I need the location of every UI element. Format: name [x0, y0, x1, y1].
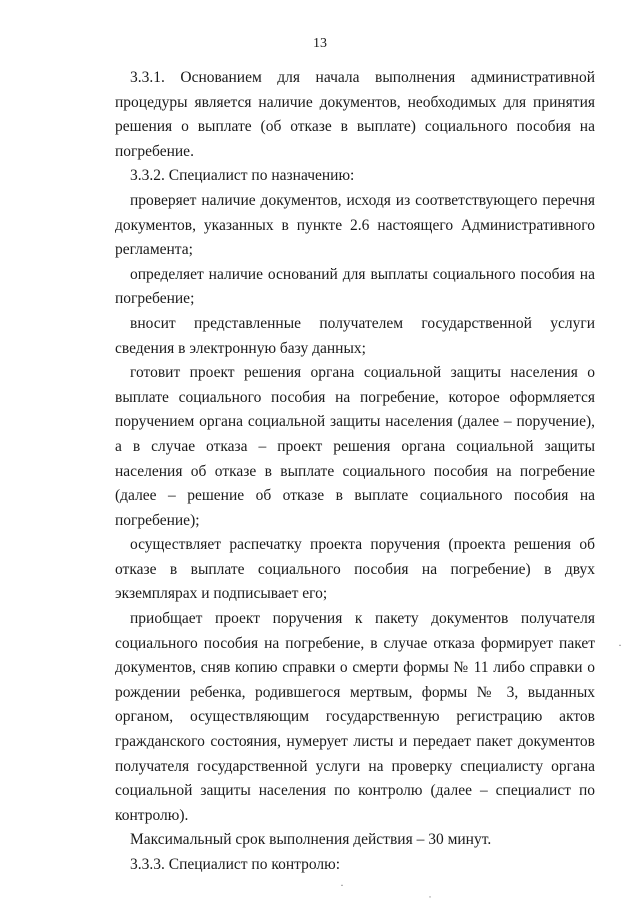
scan-speck: ˙: [428, 893, 432, 907]
paragraph-determine-grounds: определяет наличие оснований для выплаты социального пособия на погребение;: [115, 265, 595, 308]
paragraph-print-draft: осуществляет распечатку проекта поручения (проекта решения об отказе в выплате социального пособия на погребение) в двух экземплярах и подписывает его;: [115, 536, 595, 603]
paragraph-check-documents: проверяет наличие документов, исходя из соответствующего перечня документов, указанных в пункте 2.6 настоящего Административного регламента;: [115, 191, 595, 259]
paragraph-enter-data: вносит представленные получателем государственной услуги сведения в электронную базу данных;: [115, 314, 595, 357]
scan-speck: ·: [340, 878, 344, 892]
document-body: [115, 66, 595, 878]
paragraph-max-time: Максимальный срок выполнения действия – 30 минут.: [130, 831, 492, 849]
scan-speck: ·: [618, 638, 622, 652]
paragraph-3-3-2-heading: 3.3.2. Специалист по назначению:: [130, 167, 355, 185]
paragraph-3-3-3-heading: 3.3.3. Специалист по контролю:: [130, 856, 341, 873]
page-number: 13: [313, 36, 327, 51]
paragraph-prepare-draft: готовит проект решения органа социальной защиты населения о выплате социального пособия на погребение, которое оформляется поручением органа социальной защиты населения (далее – поручение), а в случае отказа – проект решения органа социальной защиты населения об отказе в выплате социального пособия на погребение (далее – решение об отказе в выплате социального пособия на погребение);: [115, 364, 595, 529]
paragraph-3-3-1: 3.3.1. Основанием для начала выполнения административной процедуры является наличие документов, необходимых для принятия решения о выплате (об отказе в выплате) социального пособия на погребение.: [115, 69, 595, 160]
paragraph-attach-draft: приобщает проект поручения к пакету документов получателя социального пособия на погребение, в случае отказа формирует пакет документов, сняв копию справки о смерти формы № 11 либо справки о рождении ребенка, родившегося мертвым, формы № 3, выданных органом, осуществляющим государственную регистрацию актов гражданского состояния, нумерует листы и передает пакет документов получателя государственной услуги на проверку специалисту органа социальной защиты населения по контролю (далее – специалист по контролю).: [115, 610, 595, 824]
